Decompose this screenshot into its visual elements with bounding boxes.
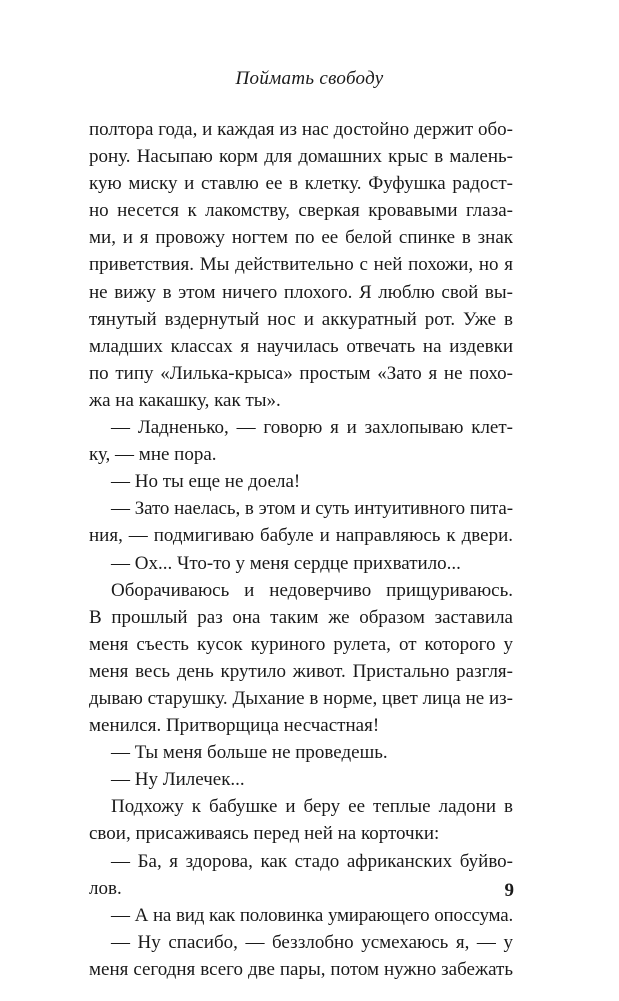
text-line: меня сегодня всего две пары, потом нужно забежать [89,958,513,980]
text-line: рону. Насыпаю корм для домашних крыс в малень- [89,146,513,168]
text-line: тянутый вздернутый нос и аккуратный рот. Уже в [89,308,513,330]
text-line: приветствия. Мы действительно с ней похожи, но я [89,254,513,276]
text-line: ми, и я провожу ногтем по ее белой спинке в знак [89,227,513,249]
text-line: кую миску и ставлю ее в клетку. Фуфушка радост- [89,173,513,195]
text-line: ку, — мне пора. [89,444,217,466]
text-line: — А на вид как половинка умирающего опоссума. [111,904,513,926]
text-line: по типу «Лилька-крыса» простым «Зато я не похо- [89,362,513,384]
text-line: не вижу в этом ничего плохого. Я люблю свой вы- [89,281,513,303]
page-text [89,116,513,983]
text-line: меня весь день крутило живот. Пристально разгля- [89,660,513,682]
text-line: жа на какашку, как ты». [89,389,281,411]
text-line: — Ну Лилечек... [111,769,245,791]
text-line: младших классах я научилась отвечать на издевки [89,335,513,357]
text-line: но несется к лакомству, сверкая кровавыми глаза- [89,200,513,222]
text-line: — Ладненько, — говорю я и захлопываю клет- [111,417,513,439]
running-title: Поймать свободу [235,68,384,89]
text-line: Подхожу к бабушке и беру ее теплые ладони в [111,796,513,818]
text-line: дываю старушку. Дыхание в норме, цвет лица не из- [89,687,513,709]
text-line: полтора года, и каждая из нас достойно держит обо- [89,119,513,140]
text-line: меня съесть кусок куриного рулета, от которого у [89,633,513,655]
text-line: ния, — подмигиваю бабуле и направляюсь к двери. [89,525,513,547]
text-line: В прошлый раз она таким же образом заставила [89,606,513,628]
page-number: 9 [504,880,514,901]
text-line: — Но ты еще не доела! [111,471,301,493]
text-line: менился. Притворщица несчастная! [89,715,380,737]
text-line: — Ба, я здорова, как стадо африканских буйво- [111,850,513,872]
text-line: свои, присаживаясь перед ней на корточки: [89,823,440,845]
text-line: — Ох... Что-то у меня сердце прихватило... [111,552,461,574]
text-line: — Ты меня больше не проведешь. [111,742,388,764]
text-line: Оборачиваюсь и недоверчиво прищуриваюсь. [111,579,513,601]
text-line: — Зато наелась, в этом и суть интуитивного пита- [111,498,513,520]
text-line: лов. [89,877,122,899]
text-line: — Ну спасибо, — беззлобно усмехаюсь я, — у [111,931,513,953]
